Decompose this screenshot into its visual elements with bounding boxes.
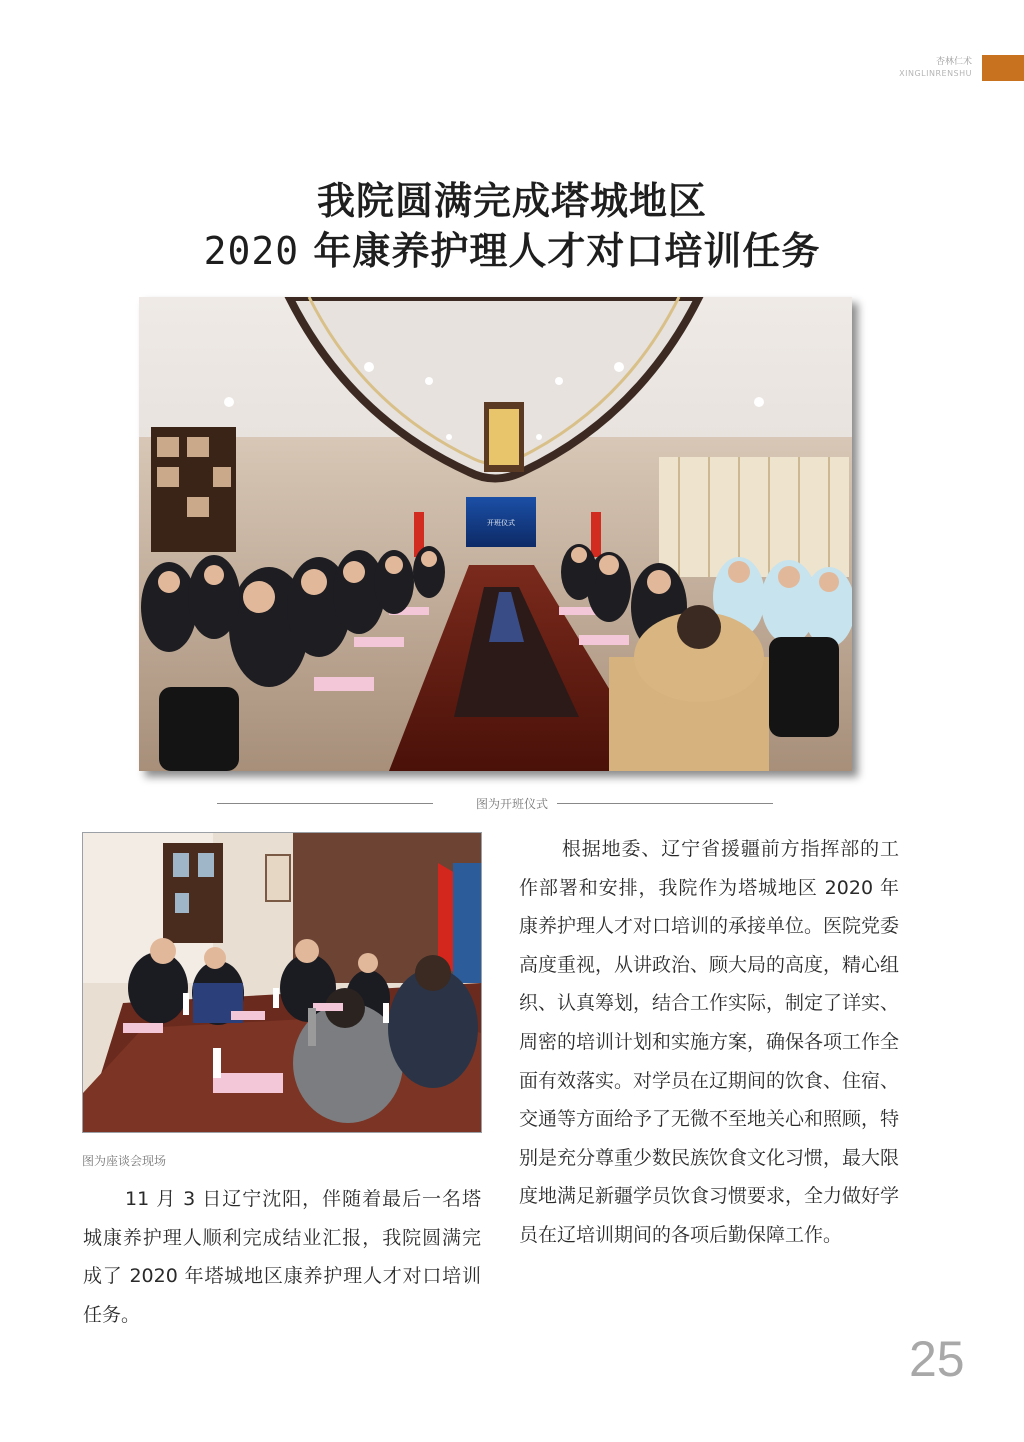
- title-rest: 年康养护理人才对口培训任务: [299, 228, 821, 273]
- article-paragraph-left: [83, 1180, 481, 1334]
- article-paragraph-right-text: 根据地委、辽宁省援疆前方指挥部的工作部署和安排，我院作为塔城地区 2020 年康养护理人才对口培训的承接单位。医院党委高度重视，从讲政治、顾大局的高度，精心组织、认真筹划，结合工作实际，制定了详实、周密的培训计划和实施方案，确保各项工作全面有效落实。对学员在辽期间的饮食、住宿、交通等方面给予了无微不至地关心和照顾，特别是充分尊重少数民族饮食文化习惯，最大限度地满足新疆学员饮食习惯要求，全力做好学员在辽培训期间的各项后勤保障工作。: [519, 838, 900, 1246]
- screen-text: 开班仪式: [487, 519, 515, 527]
- opening-ceremony-photo: [139, 297, 852, 771]
- title-year: 2020: [203, 229, 300, 273]
- article-paragraph-right: [519, 830, 899, 1255]
- header-accent-bar: [982, 55, 1024, 81]
- forum-meeting-photo: [82, 832, 482, 1133]
- brand-name-cn: 杏林仁术: [935, 57, 972, 67]
- page-number: 25: [909, 1331, 965, 1387]
- article-title-line2: [0, 220, 1024, 275]
- article-paragraph-left-text: 11 月 3 日辽宁沈阳，伴随着最后一名塔城康养护理人顺利完成结业汇报，我院圆满完成了 2020 年塔城地区康养护理人才对口培训任务。: [83, 1188, 481, 1326]
- forum-meeting-caption: 图为座谈会现场: [82, 1154, 167, 1168]
- article-title-line1: 我院圆满完成塔城地区: [316, 178, 707, 223]
- caption-divider-right: [557, 803, 773, 804]
- header-brand: [899, 56, 972, 80]
- opening-ceremony-caption: 图为开班仪式: [475, 797, 548, 811]
- brand-name-en: XINGLINRENSHU: [899, 69, 972, 78]
